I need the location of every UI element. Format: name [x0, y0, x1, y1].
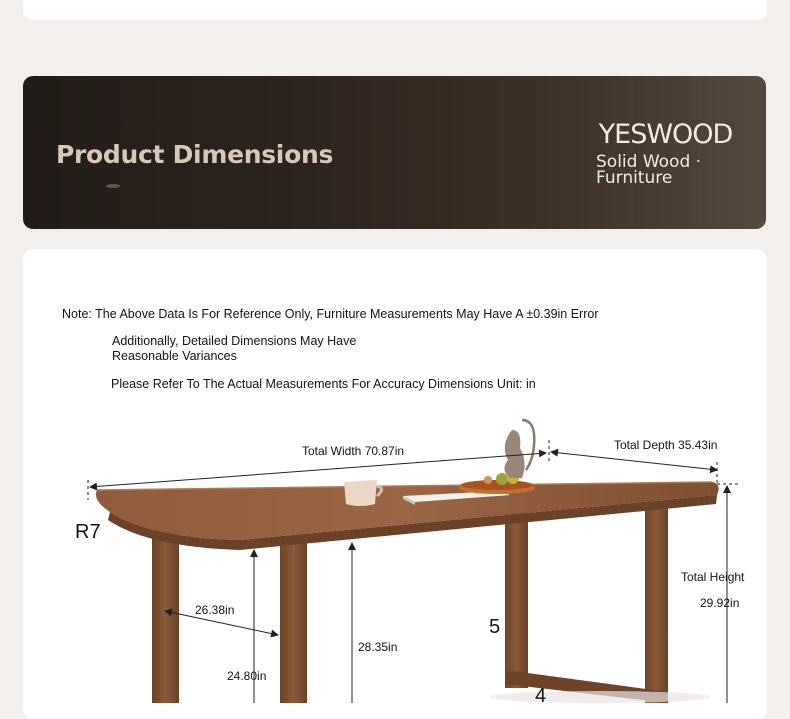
note-variances-line1: Additionally, Detailed Dimensions May Have: [112, 334, 357, 348]
brand-tagline-line2: Furniture: [596, 168, 673, 188]
note-variances: [112, 334, 356, 364]
note-error-margin: Note: The Above Data Is For Reference Only, Furniture Measurements May Have A ±0.39in Error: [62, 307, 599, 321]
note-unit: Please Refer To The Actual Measurements For Accuracy Dimensions Unit: in: [111, 377, 536, 391]
total-width-label: Total Width 70.87in: [302, 444, 405, 458]
total-depth-label: Total Depth 35.43in: [614, 438, 718, 452]
brand-tagline: [596, 154, 701, 186]
banner-decoration: [106, 184, 120, 188]
brand-logo: YESWOOD: [598, 119, 733, 150]
corner-radius-label: R7: [75, 521, 101, 543]
product-dimensions-banner: [23, 76, 766, 229]
under-height-label: 28.35in: [358, 640, 398, 654]
table-top: [96, 482, 719, 550]
dimension-lines: [88, 440, 738, 703]
previous-section-card: [23, 0, 767, 20]
note-variances-line2: Reasonable Variances: [112, 349, 237, 363]
dimension-mark-4: 4: [535, 685, 547, 703]
dimension-mark-5: 5: [489, 616, 501, 638]
leg-height-label: 24.80in: [227, 669, 267, 683]
total-height-value: 29.92in: [700, 596, 740, 610]
total-height-label: Total Height: [681, 570, 745, 584]
banner-title: Product Dimensions: [56, 140, 334, 169]
brand-tagline-line1: Solid Wood ·: [596, 152, 702, 172]
table-dimension-diagram: [0, 400, 790, 703]
leg-spacing-label: 26.38in: [195, 603, 235, 617]
